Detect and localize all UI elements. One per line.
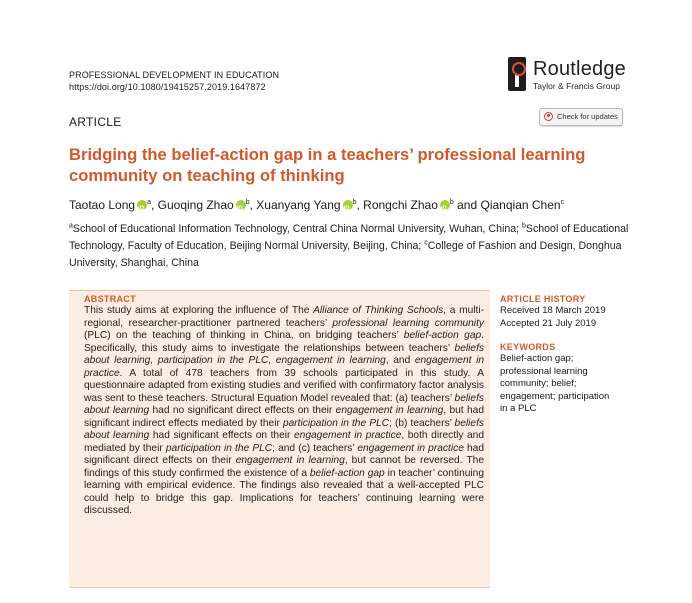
abstract-segment: , a multi-regional, researcher-practitioner partnered teachers’ — [84, 305, 484, 329]
abstract-emphasis: belief-action gap — [309, 467, 385, 479]
abstract-emphasis: beliefs about learning — [84, 392, 484, 416]
author-affil-mark: b — [449, 199, 454, 206]
abstract-segment: ; and (c) teachers’ — [272, 442, 358, 454]
abstract-emphasis: Alliance of Thinking Schools — [313, 305, 444, 316]
abstract-emphasis: belief-action gap — [403, 330, 482, 341]
author-name[interactable]: Taotao Long — [69, 198, 136, 212]
abstract-segment: , but cannot be reversed. The findings of this study confirmed the existence of a — [84, 455, 484, 479]
abstract-segment: had no significant direct effects on their — [149, 405, 336, 416]
affil-mark-a: a — [69, 222, 73, 230]
orcid-icon[interactable] — [137, 200, 147, 210]
abstract-emphasis: engagement in learning — [235, 455, 345, 466]
author-affil-mark: c — [560, 199, 565, 206]
crossmark-icon — [544, 112, 553, 121]
accepted-date: Accepted 21 July 2019 — [500, 318, 597, 329]
abstract-emphasis: engagement in learning — [335, 405, 444, 416]
abstract-segment: ; (b) teachers’ — [389, 417, 455, 429]
abstract-emphasis: participation in the PLC — [282, 417, 390, 429]
abstract-emphasis: engagement in practice — [357, 442, 464, 454]
abstract-segment: , both directly and mediated by their — [84, 430, 484, 454]
abstract-segment: in teacher’ continuing learning with empirical evidence. The findings also revealed that a well-accepted PLC could help to bridge this gap. Implications for teachers’ continuing learning were discussed. — [84, 467, 484, 516]
author-separator: , — [249, 198, 257, 212]
abstract-segment: had significant direct effects on their — [84, 442, 484, 466]
article-history-heading: ARTICLE HISTORY — [500, 294, 586, 304]
keywords-heading: KEYWORDS — [500, 342, 556, 352]
abstract-emphasis: professional learning community — [332, 317, 484, 329]
abstract-segment: , and — [385, 355, 415, 366]
author-name[interactable]: Guoqing Zhao — [157, 198, 234, 212]
doi-link[interactable]: https://doi.org/10.1080/19415257.2019.1647872 — [69, 82, 266, 92]
journal-header — [69, 69, 279, 93]
journal-title: PROFESSIONAL DEVELOPMENT IN EDUCATION — [69, 70, 280, 80]
abstract-segment: This study aims at exploring the influence of The — [84, 305, 314, 316]
author-list — [69, 197, 669, 213]
affil-mark-b: b — [522, 222, 526, 230]
affiliation-a: School of Educational Information Technology, Central China Normal University, Wuhan, China; — [72, 223, 522, 235]
abstract-segment: . A total of 478 teachers from 39 schools participated in this study. A questionnaire adapted from existing studies and verified with confirmatory factor analysis was sent to these teachers. Structural Equation Model revealed that: (a) teachers’ — [84, 367, 484, 404]
abstract-emphasis: participation in the PLC — [165, 442, 273, 454]
received-date: Received 18 March 2019 — [500, 305, 606, 316]
article-type: ARTICLE — [69, 115, 122, 129]
author-name[interactable]: Rongchi Zhao — [363, 198, 438, 212]
author-affil-mark: a — [147, 199, 151, 206]
affiliations — [69, 221, 629, 272]
publisher-name: Routledge — [533, 58, 626, 80]
article-title: Bridging the belief-action gap in a teachers’ professional learning community on teaching of thinking — [69, 145, 586, 185]
orcid-icon[interactable] — [343, 200, 353, 210]
affil-mark-c: c — [424, 239, 428, 247]
abstract-heading: ABSTRACT — [84, 294, 136, 304]
author-name[interactable]: Xuanyang Yang — [256, 198, 341, 212]
abstract-emphasis: beliefs about learning, participation in the PLC, engagement in learning — [84, 342, 484, 366]
abstract-emphasis: engagement in practice — [293, 430, 402, 441]
author-affil-mark: b — [245, 199, 250, 206]
publisher-subtitle: Taylor & Francis Group — [533, 81, 620, 91]
affiliation-b: School of Educational Technology, Faculty of Education, Beijing Normal University, Beijing, China; — [69, 223, 629, 252]
orcid-icon[interactable] — [440, 200, 450, 210]
abstract-segment: had significant effects on their — [149, 430, 294, 441]
author-and: and — [453, 198, 481, 212]
abstract-emphasis: engagement in practice — [84, 355, 484, 379]
abstract-segment: . Specifically, this study aims to investigate the relationships between teachers’ — [84, 330, 484, 354]
publisher-logo — [508, 57, 638, 93]
affiliation-c: College of Fashion and Design, Donghua University, Shanghai, China — [69, 240, 622, 269]
abstract-segment: , but had significant indirect effects mediated by their — [84, 405, 484, 429]
check-for-updates-button[interactable] — [539, 108, 623, 126]
abstract-text — [84, 305, 484, 518]
abstract-segment: (PLC) on the teaching of thinking in China, on bridging teachers’ — [84, 330, 404, 341]
orcid-icon[interactable] — [236, 200, 246, 210]
routledge-logo-icon — [508, 57, 526, 91]
check-for-updates-label: Check for updates — [557, 112, 618, 121]
author-name[interactable]: Qianqian Chen — [480, 198, 561, 212]
abstract-emphasis: beliefs about learning — [84, 417, 484, 441]
author-affil-mark: b — [352, 199, 357, 206]
author-separator: , — [150, 198, 158, 212]
author-separator: , — [356, 198, 364, 212]
keywords-text: Belief-action gap; professional learning community; belief; engagement; participation in a PLC — [500, 353, 610, 414]
